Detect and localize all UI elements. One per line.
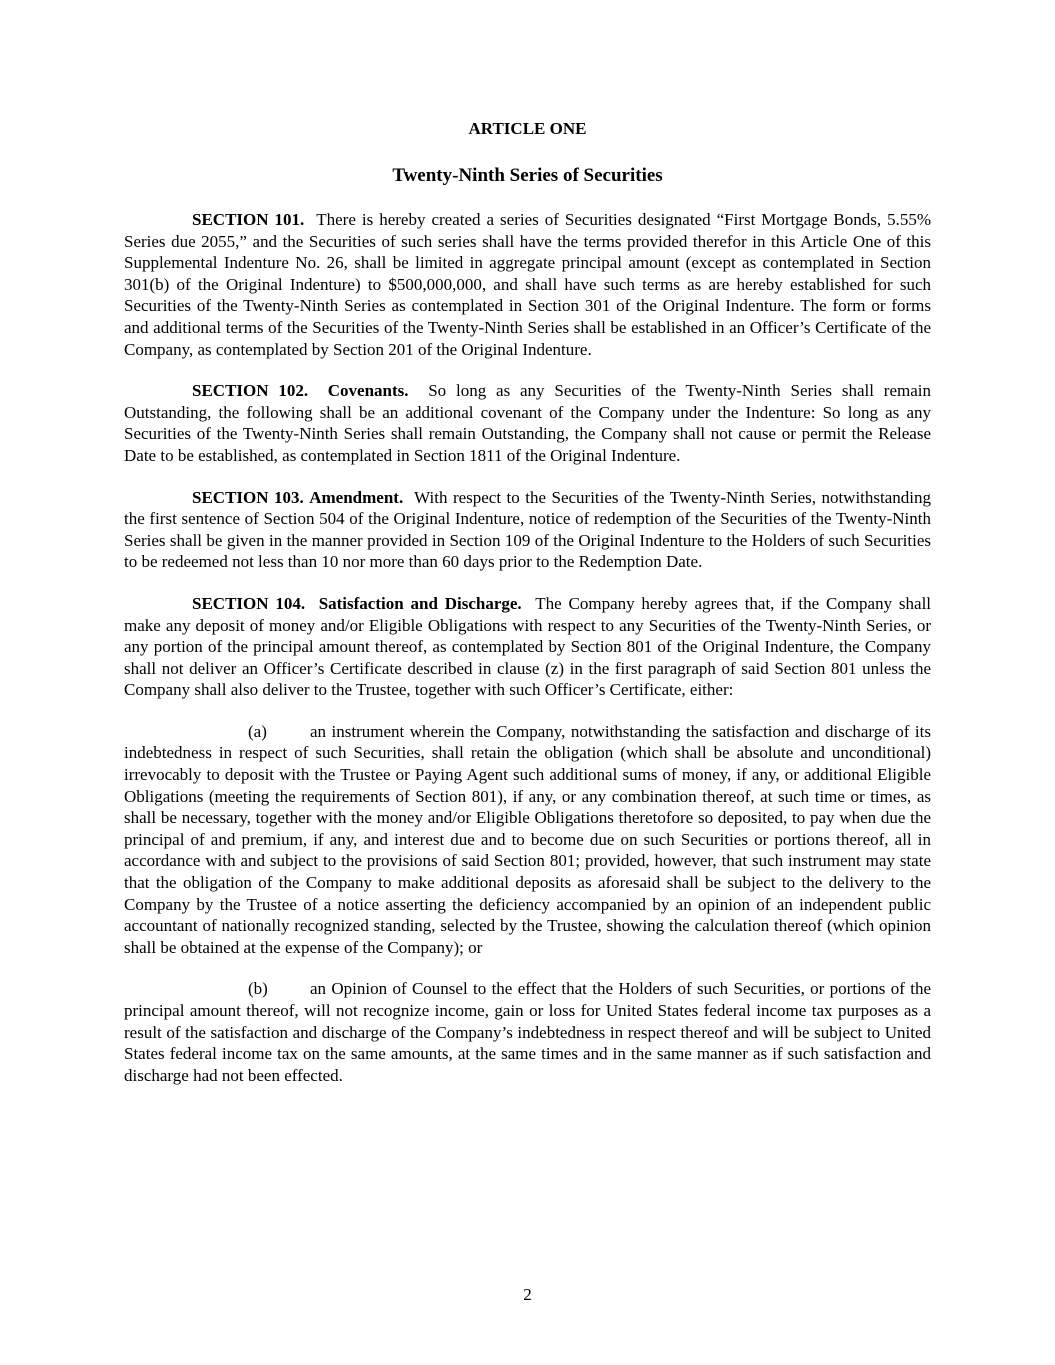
section-103-paragraph — [124, 487, 931, 573]
section-104-label: SECTION 104. — [192, 593, 306, 613]
clause-b-text: an Opinion of Counsel to the effect that the Holders of such Securities, or portions of the principal amount thereof, will not recognize income, gain or loss for United States federal income tax purposes as a result of the satisfaction and discharge of the Company’s indebtedness in respect thereof and will be subject to United States federal income tax on the same amounts, at the same times and in the same manner as if such satisfaction and discharge had not been effected. — [124, 979, 931, 1085]
clause-a-text: an instrument wherein the Company, notwithstanding the satisfaction and discharge of its indebtedness in respect of such Securities, shall retain the obligation (which shall be absolute and unconditional) irrevocably to deposit with the Trustee or Paying Agent such additional sums of money, if any, or additional Eligible Obligations (meeting the requirements of Section 801), if any, or any combination thereof, at such time or times, as shall be necessary, together with the money and/or Eligible Obligations theretofore so deposited, to pay when due the principal of and premium, if any, and interest due and to become due on such Securities or portions thereof, all in accordance with and subject to the provisions of said Section 801; provided, however, that such instrument may state that the obligation of the Company to make additional deposits as aforesaid shall be subject to the delivery to the Company by the Trustee of a notice asserting the deficiency accompanied by an opinion of an independent public accountant of nationally recognized standing, selected by the Trustee, showing the calculation thereof (which opinion shall be obtained at the expense of the Company); or — [124, 721, 931, 957]
section-103-label: SECTION 103. — [192, 487, 304, 507]
section-102-paragraph — [124, 380, 931, 466]
section-101-text: There is hereby created a series of Securities designated “First Mortgage Bonds, 5.55% Series due 2055,” and the Securities of such series shall have the terms provided therefor in this Article One of this Supplemental Indenture No. 26, shall be limited in aggregate principal amount (except as contemplated in Section 301(b) of the Original Indenture) to $500,000,000, and shall have such terms as are hereby established for such Securities of the Twenty-Ninth Series as contemplated in Section 301 of the Original Indenture. The form or forms and additional terms of the Securities of the Twenty-Ninth Series shall be established in an Officer’s Certificate of the Company, as contemplated by Section 201 of the Original Indenture. — [124, 210, 931, 359]
section-102-heading: Covenants. — [327, 381, 409, 401]
clause-a-label: (a) — [248, 721, 267, 741]
section-104-text: The Company hereby agrees that, if the Company shall make any deposit of money and/or Eligible Obligations with respect to any Securities of the Twenty-Ninth Series, or any portion of the principal amount thereof, as contemplated by Section 801 of the Original Indenture, the Company shall not deliver an Officer’s Certificate described in clause (z) in the first paragraph of said Section 801 unless the Company shall also deliver to the Trustee, together with such Officer’s Certificate, either: — [124, 593, 932, 700]
section-103-heading: Amendment. — [309, 487, 404, 507]
section-101-label: SECTION 101. — [192, 210, 305, 229]
clause-a-paragraph — [124, 721, 931, 959]
article-title: Twenty-Ninth Series of Securities — [392, 165, 663, 186]
section-103-text: With respect to the Securities of the Twenty-Ninth Series, notwithstanding the first sentence of Section 504 of the Original Indenture, notice of redemption of the Securities of the Twenty-Ninth Series shall be given in the manner provided in Section 109 of the Original Indenture to the Holders of such Securities to be redeemed not less than 10 nor more than 60 days prior to the Redemption Date. — [124, 487, 932, 572]
section-102-label: SECTION 102. — [192, 381, 309, 401]
page-number: 2 — [523, 1285, 532, 1304]
article-heading: ARTICLE ONE — [468, 119, 587, 138]
page-content — [124, 118, 931, 1086]
section-104-paragraph — [124, 593, 931, 701]
clause-b-label: (b) — [248, 979, 268, 999]
section-104-heading: Satisfaction and Discharge. — [318, 593, 522, 613]
clause-b-paragraph — [124, 978, 931, 1086]
section-102-text: So long as any Securities of the Twenty-Ninth Series shall remain Outstanding, the following shall be an additional covenant of the Company under the Indenture: So long as any Securities of the Twenty-Ninth Series shall remain Outstanding, the Company shall not cause or permit the Release Date to be established, as contemplated in Section 1811 of the Original Indenture. — [124, 381, 931, 465]
section-101-paragraph — [124, 209, 931, 360]
